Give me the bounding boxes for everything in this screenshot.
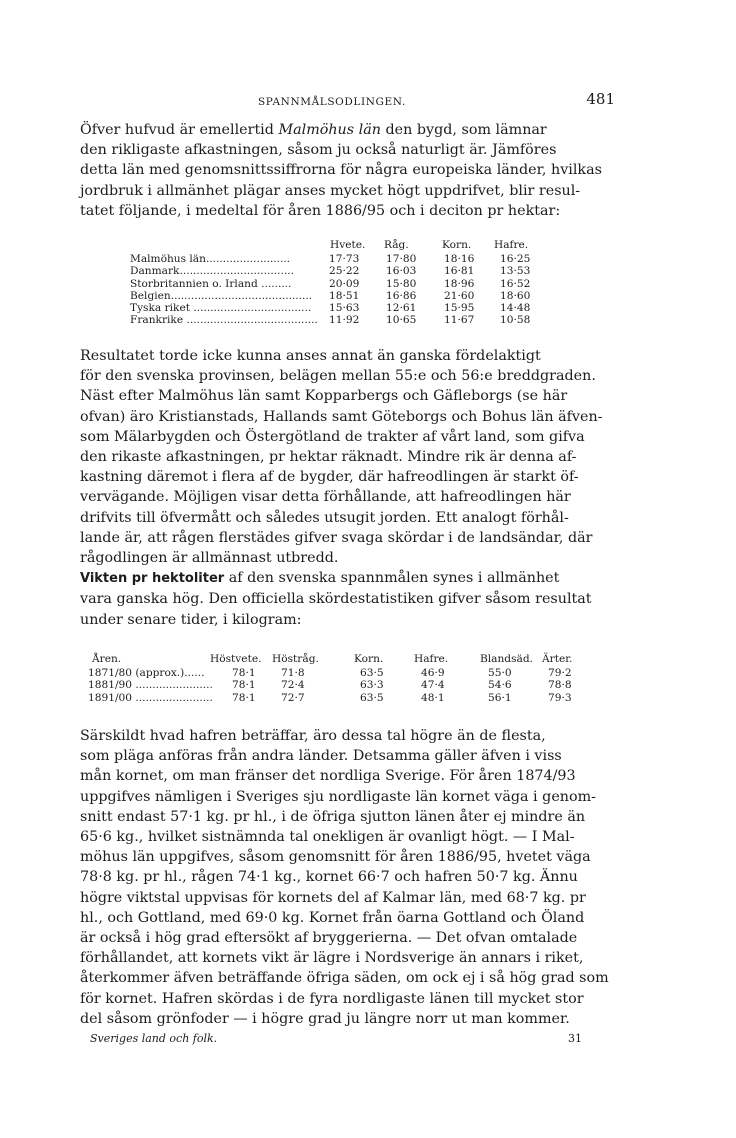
text-line: ofvan) äro Kristianstads, Hallands samt Göteborgs och Bohus län äfven-	[80, 408, 603, 425]
text-line: Resultatet torde icke kunna anses annat än ganska fördelaktigt	[80, 348, 541, 364]
table-cell: 72·4	[281, 679, 305, 692]
text-line: hl., och Gottland, med 69·0 kg. Kornet från öarna Gottland och Öland	[80, 909, 585, 926]
text-line: är också i hög grad eftersökt af bryggerierna. — Det ofvan omtalade	[80, 930, 578, 947]
text-line: snitt endast 57·1 kg. pr hl., i de öfriga sjutton länen åter ej mindre än	[80, 808, 586, 825]
table-cell: 18·60	[500, 289, 531, 302]
text-line: Särskildt hvad hafren beträffar, äro dessa tal högre än de flesta,	[80, 728, 546, 744]
table-cell: 78·1	[232, 691, 256, 704]
table-cell: 10·58	[500, 314, 531, 327]
text-line: som pläga anföras från andra länder. Detsamma gäller äfven i viss	[80, 748, 562, 765]
text-line: vervägande. Möjligen visar detta förhållande, att hafreodlingen här	[80, 489, 571, 506]
table-cell: 16·86	[386, 289, 417, 302]
text-line: del såsom grönfoder — i högre grad ju längre norr ut man kommer.	[80, 1010, 570, 1027]
text-line: den rikligaste afkastningen, såsom ju också naturligt är. Jämföres	[80, 142, 557, 159]
text-line: rågodlingen är allmännast utbredd.	[80, 550, 339, 567]
table-cell: 79·2	[548, 667, 572, 679]
table-cell: 10·65	[386, 314, 417, 327]
table-cell: 54·6	[488, 679, 512, 692]
footer-source: Sveriges land och folk.	[90, 1032, 218, 1045]
table-cell: 11·67	[444, 314, 475, 327]
column-header: Korn.	[354, 653, 384, 665]
bold-heading: Vikten pr hektoliter	[80, 571, 225, 587]
paragraph-1	[52, 120, 615, 221]
page-body	[52, 120, 615, 221]
table-cell: 18·96	[444, 277, 475, 290]
paragraph-2	[52, 346, 615, 386]
table-cell: 16·25	[500, 253, 531, 265]
table-cell: 46·9	[421, 667, 445, 679]
table-cell: 16·03	[386, 265, 417, 278]
row-label: Tyska riket ...................................	[130, 302, 312, 315]
column-header: Ärter.	[542, 653, 573, 665]
text-line: kastning däremot i flera af de bygder, där hafreodlingen är starkt öf-	[80, 469, 579, 486]
footer-signature: 31	[568, 1032, 582, 1045]
page-number: 481	[586, 90, 615, 108]
table-cell: 63·5	[360, 691, 384, 704]
row-label: Frankrike .......................................	[130, 314, 318, 327]
table-cell: 15·95	[444, 302, 475, 315]
table-cell: 17·73	[329, 253, 360, 265]
table-cell: 11·92	[329, 314, 360, 327]
table-cell: 63·5	[360, 667, 384, 679]
emphasis-malmohus-lan: Malmöhus län	[278, 122, 381, 138]
text-run: af den svenska spannmålen synes i allmänhet	[224, 570, 560, 587]
table-cell: 14·48	[500, 302, 531, 315]
table-cell: 78·1	[232, 667, 256, 679]
table-cell: 55·0	[488, 667, 512, 679]
running-title: SPANNMÅLSODLINGEN.	[258, 96, 406, 108]
table-cell: 56·1	[488, 691, 512, 704]
text-line: Näst efter Malmöhus län samt Kopparbergs och Gäfleborgs (se här	[80, 388, 568, 405]
text-line: under senare tider, i kilogram:	[80, 611, 302, 628]
text-line: 65·6 kg., hvilket sistnämnda tal onekligen är ovanligt högt. — I Mal-	[80, 829, 575, 846]
table-cell: 25·22	[329, 265, 360, 278]
page-body-middle	[52, 346, 615, 630]
table-cell: 63·3	[360, 679, 384, 692]
text-line: högre viktstal uppvisas för kornets del af Kalmar län, med 68·7 kg. pr	[80, 889, 586, 906]
text-line: återkommer äfven beträffande öfriga säden, om ock ej i så hög grad som	[80, 970, 609, 987]
text-line: förhållandet, att kornets vikt är lägre i Nordsverige än annars i riket,	[80, 950, 584, 967]
text-line: som Mälarbygden och Östergötland de trakter af vårt land, som gifva	[80, 428, 585, 445]
page-body-lower	[52, 726, 615, 1029]
text-line	[52, 568, 615, 589]
column-header: Höstvete.	[210, 653, 262, 665]
table-cell: 15·63	[329, 302, 360, 315]
table-cell: 20·09	[329, 277, 360, 290]
row-label: Danmark..................................	[130, 265, 294, 278]
table-cell: 13·53	[500, 265, 531, 278]
row-label: 1871/80 (approx.)......	[88, 667, 205, 679]
table-cell: 16·52	[500, 277, 531, 290]
text-line: 78·8 kg. pr hl., rågen 74·1 kg., kornet 66·7 och hafren 50·7 kg. Ännu	[80, 869, 578, 886]
text-line: mån kornet, om man fränser det nordliga Sverige. För åren 1874/93	[80, 768, 576, 785]
column-header: Höstråg.	[272, 653, 319, 665]
text-line: tatet följande, i medeltal för åren 1886/95 och i deciton pr hektar:	[80, 202, 561, 219]
paragraph-4	[52, 568, 615, 630]
table-cell: 12·61	[386, 302, 417, 315]
text-line: för den svenska provinsen, belägen mellan 55:e och 56:e breddgraden.	[80, 368, 596, 385]
text-line: lande är, att rågen flerstädes gifver svaga skördar i de landsändar, där	[80, 529, 593, 546]
table-cell: 21·60	[444, 289, 475, 302]
table-cell: 18·51	[329, 289, 360, 302]
page-header	[52, 90, 615, 114]
page-footer	[90, 1032, 582, 1050]
table-cell: 48·1	[421, 691, 445, 704]
column-header: Hvete.	[330, 239, 366, 251]
table-cell: 79·3	[548, 691, 572, 704]
row-label: Malmöhus län.........................	[130, 253, 291, 265]
text-line: vara ganska hög. Den officiella skördestatistiken gifver såsom resultat	[80, 591, 592, 608]
table-cell: 71·8	[281, 667, 305, 679]
text-line: uppgifves nämligen i Sveriges sju nordligaste län kornet väga i genom-	[80, 788, 596, 805]
paragraph-5	[52, 726, 615, 1029]
column-header: Blandsäd.	[480, 653, 533, 665]
table-cell: 18·16	[444, 253, 475, 265]
text-line: för kornet. Hafren skördas i de fyra nordligaste länen till mycket stor	[80, 990, 584, 1007]
table-cell: 72·7	[281, 691, 305, 704]
row-label: Belgien..........................................	[130, 289, 313, 302]
text-line: detta län med genomsnittssiffrorna för några europeiska länder, hvilkas	[80, 162, 602, 179]
column-header: Råg.	[384, 239, 409, 251]
table-cell: 78·8	[548, 679, 572, 692]
column-header: Korn.	[442, 239, 472, 251]
row-label: 1891/00 .......................	[88, 691, 213, 704]
table-cell: 78·1	[232, 679, 256, 692]
text-line: Öfver hufvud är emellertid Malmöhus län den bygd, som lämnar	[80, 122, 547, 138]
row-label: 1881/90 .......................	[88, 679, 213, 692]
text-line: jordbruk i allmänhet plägar anses mycket högt uppdrifvet, blir resul-	[80, 182, 581, 199]
table-cell: 15·80	[386, 277, 417, 290]
table-cell: 47·4	[421, 679, 445, 692]
row-label: Storbritannien o. Irland .........	[130, 277, 292, 290]
column-header: Hafre.	[494, 239, 529, 251]
text-line: den rikaste afkastningen, pr hektar räknadt. Mindre rik är denna af-	[80, 449, 577, 466]
paragraph-3	[52, 386, 615, 568]
column-header: Åren.	[92, 653, 122, 665]
table-cell: 17·80	[386, 253, 417, 265]
text-line: drifvits till öfvermått och således utsugit jorden. Ett analogt förhål-	[80, 509, 569, 526]
text-line: möhus län uppgifves, såsom genomsnitt för åren 1886/95, hvetet väga	[80, 849, 591, 866]
table-cell: 16·81	[444, 265, 475, 278]
column-header: Hafre.	[414, 653, 449, 665]
